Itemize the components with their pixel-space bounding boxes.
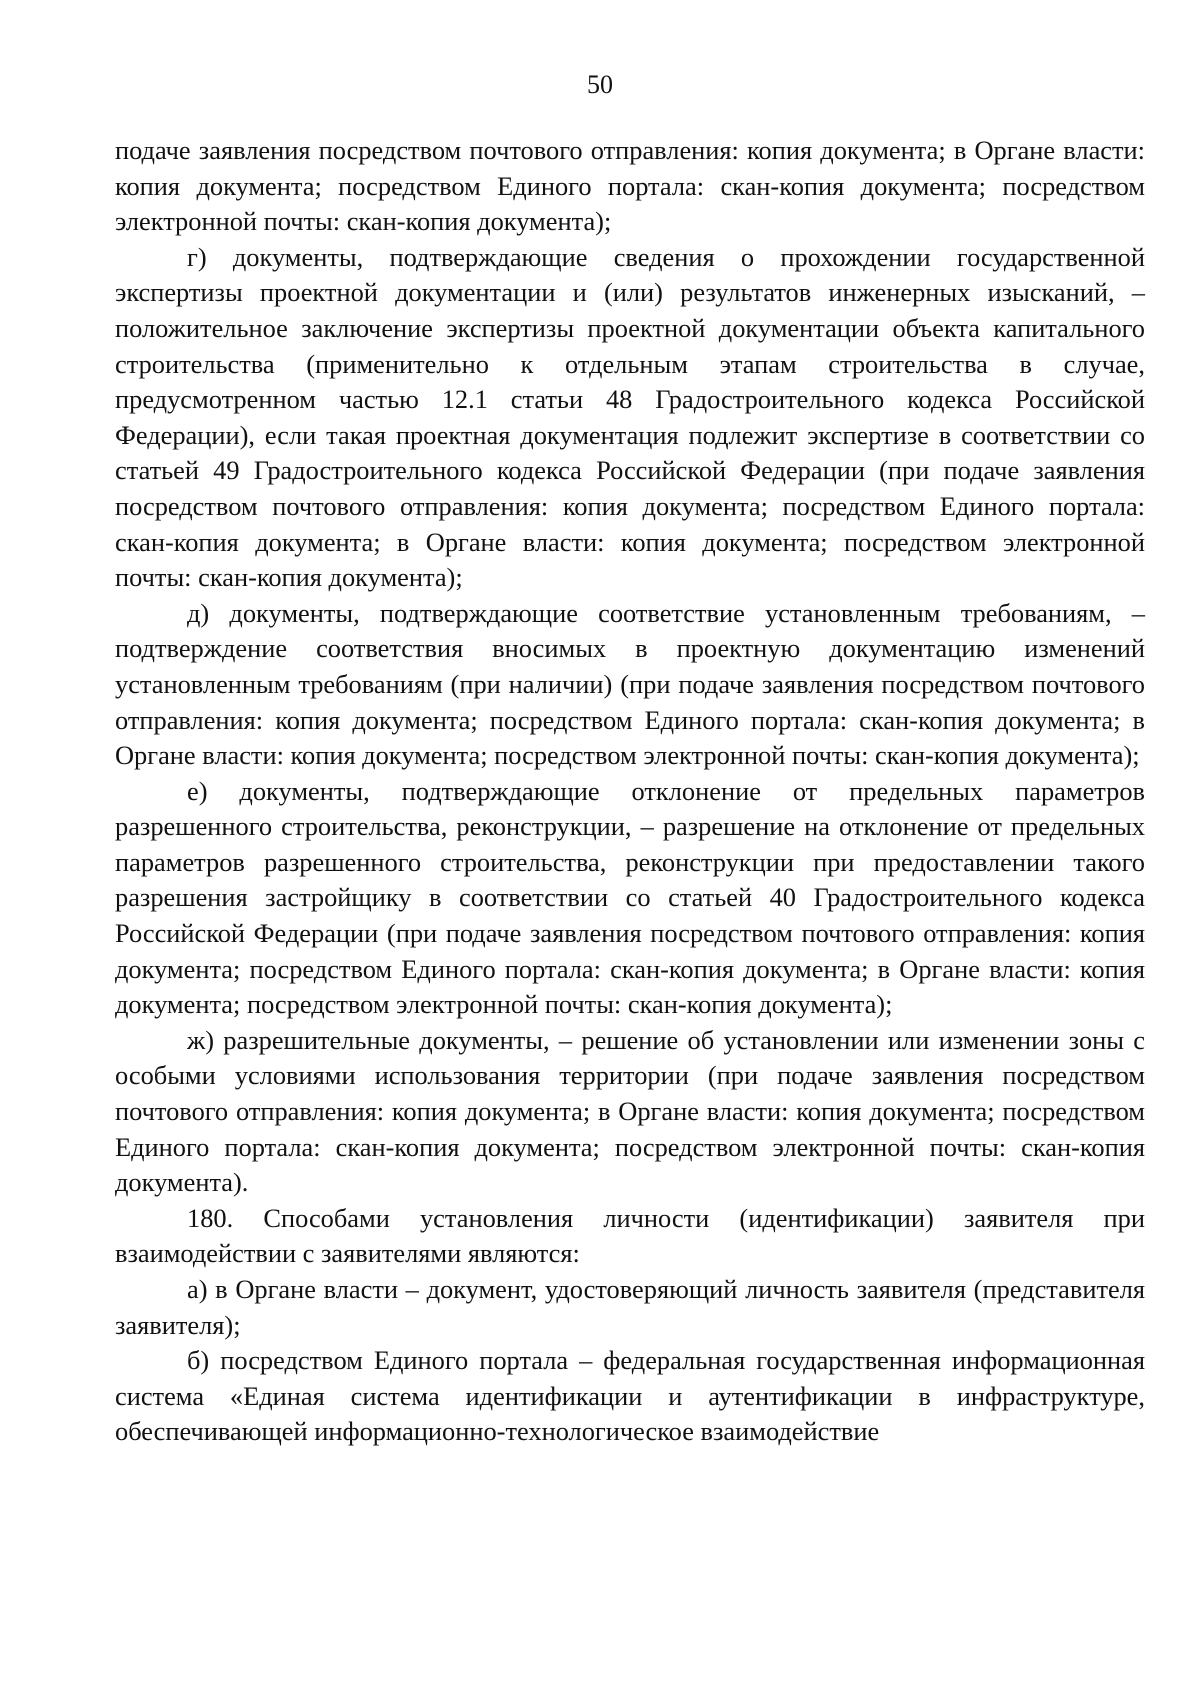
paragraph-item-g: г) документы, подтверждающие сведения о прохождении государственной экспертизы проектной документации и (или) результатов инженерных изысканий, – положительное заключение экспертизы проектной документации объекта капитального строительства (применительно к отдельным этапам строительства в случае, предусмотренном частью 12.1 статьи 48 Градостроительного кодекса Российской Федерации), если такая проектная документация подлежит экспертизе в соответствии со статьей 49 Градостроительного кодекса Российской Федерации (при подаче заявления посредством почтового отправления: копия документа; посредством Единого портала: скан-копия документа; в Органе власти: копия документа; посредством электронной почты: скан-копия документа); [115, 241, 1145, 593]
page-number: 50 [587, 70, 613, 99]
paragraph-item-e: е) документы, подтверждающие отклонение от предельных параметров разрешенного строительства, реконструкции, – разрешение на отклонение от предельных параметров разрешенного строительства, реконструкции при предоставлении такого разрешения застройщику в соответствии со статьей 40 Градостроительного кодекса Российской Федерации (при подаче заявления посредством почтового отправления: копия документа; посредством Единого портала: скан-копия документа; в Органе власти: копия документа; посредством электронной почты: скан-копия документа); [115, 775, 1145, 1020]
paragraph-continuation: подаче заявления посредством почтового отправления: копия документа; в Органе власти: копия документа; посредством Единого портала: скан-копия документа; посредством электронной почты: скан-копия документа); [115, 135, 1145, 237]
paragraph-item-zh: ж) разрешительные документы, – решение об установлении или изменении зоны с особыми условиями использования территории (при подаче заявления посредством почтового отправления: копия документа; в Органе власти: копия документа; посредством Единого портала: скан-копия документа; посредством электронной почты: скан-копия документа). [115, 1024, 1145, 1198]
paragraph-item-a: а) в Органе власти – документ, удостоверяющий личность заявителя (представителя заявителя); [115, 1274, 1145, 1340]
paragraph-item-d: д) документы, подтверждающие соответствие установленным требованиям, – подтверждение соответствия вносимых в проектную документацию изменений установленным требованиям (при наличии) (при подаче заявления посредством почтового отправления: копия документа; посредством Единого портала: скан-копия документа; в Органе власти: копия документа; посредством электронной почты: скан-копия документа); [115, 597, 1145, 771]
document-body [115, 133, 1145, 1450]
paragraph-item-b: б) посредством Единого портала – федеральная государственная информационная система «Единая система идентификации и аутентификации в инфраструктуре, обеспечивающей информационно-технологическое взаимодействие [115, 1345, 1145, 1447]
paragraph-clause-180: 180. Способами установления личности (идентификации) заявителя при взаимодействии с заявителями являются: [115, 1202, 1145, 1269]
